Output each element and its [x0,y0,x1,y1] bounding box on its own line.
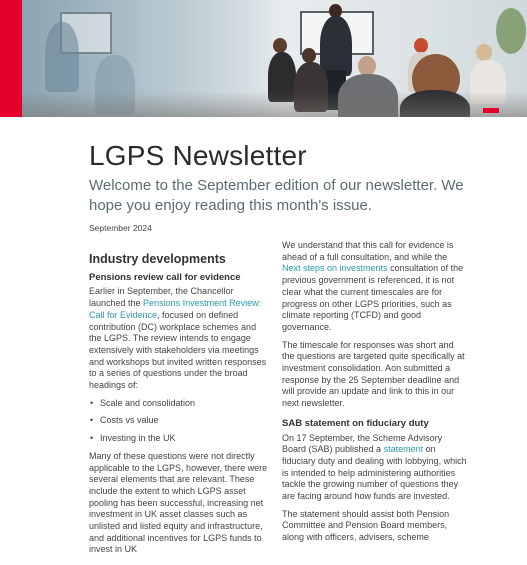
list-item: • Scale and consolidation [89,398,270,410]
paragraph-sab-statement [282,433,468,503]
presenter-left [45,22,79,92]
link-next-steps-on-investments[interactable]: Next steps on investments [282,263,388,274]
paragraph-call-for-evidence [282,240,468,334]
paragraph-relevance: Many of these questions were not directly applicable to the LGPS, however, there were several elements that are relevant. These include the extent to which LGPS asset pooling has been successful, increasing net investment in UK asset classes such as unlisted and listed equity and infrastructure, and additional incentives for LGPS funds to invest in UK [89,450,268,555]
red-accent-object [483,108,499,113]
hero-image [0,0,527,117]
list-item: • Investing in the UK [89,433,270,445]
presenter [320,16,352,76]
paragraph-pensions-review [89,286,270,391]
newsletter-intro: Welcome to the September edition of our newsletter. We hope you enjoy reading this month's issue. [89,177,464,214]
subheading-pensions-review: Pensions review call for evidence [89,271,241,283]
section-title-industry: Industry developments [89,252,226,266]
paragraph-text: On 17 September, the Scheme Advisory Board (SAB) published a [282,432,443,455]
paragraph-text: , focused on defined contribution (DC) workplace schemes and the LGPS. The review intends to engage extensively with stakeholders via meetings and workshops but invited written responses to a series of questions under the broad headings of: [89,309,267,391]
subheading-sab-statement: SAB statement on fiduciary duty [282,417,429,429]
paragraph-timescale: The timescale for responses was short and the questions are targeted quite specifically at investment consolidation. Aon submitted a response by the 25 September deadline and will provide an update and link to this in our next newsletter. [282,339,465,409]
newsletter-date: September 2024 [89,223,152,233]
paragraph-statement-assist: The statement should assist both Pension Committee and Pension Board members, along with officers, advisers, scheme [282,508,450,543]
attendee-head-3 [358,56,376,76]
paragraph-text: consultation of the previous government is referenced, it is not clear what the current timescales are for progress on other LGPS priorities, such as climate reporting (TCFD) and good governance. [282,263,464,332]
newsletter-title: LGPS Newsletter [89,140,307,171]
paragraph-text: We understand that this call for evidence is ahead of a full consultation, and while the [282,240,454,262]
list-item: • Costs vs value [89,415,270,427]
plant-icon [496,8,526,54]
hero-floor [0,91,527,117]
attendee-head-6 [476,44,492,61]
right-column [282,240,468,550]
headings-list [89,398,270,445]
link-statement[interactable]: statement [383,444,424,455]
left-column [89,240,270,562]
paragraph-text: Earlier in September, the Chancellor launched the [89,286,234,309]
attendee-head-2 [302,48,316,63]
attendee-head-1 [273,38,287,53]
link-pensions-investment-review[interactable]: Pensions Investment Review: Call for Evidence [89,298,262,320]
brand-red-bar [0,0,22,117]
attendee-head-4 [414,38,428,53]
paragraph-text: on fiduciary duty and dealing with lobbying, which is intended to help administering authorities tackle the growing number of questions they are facing around how funds are invested. [282,444,467,502]
